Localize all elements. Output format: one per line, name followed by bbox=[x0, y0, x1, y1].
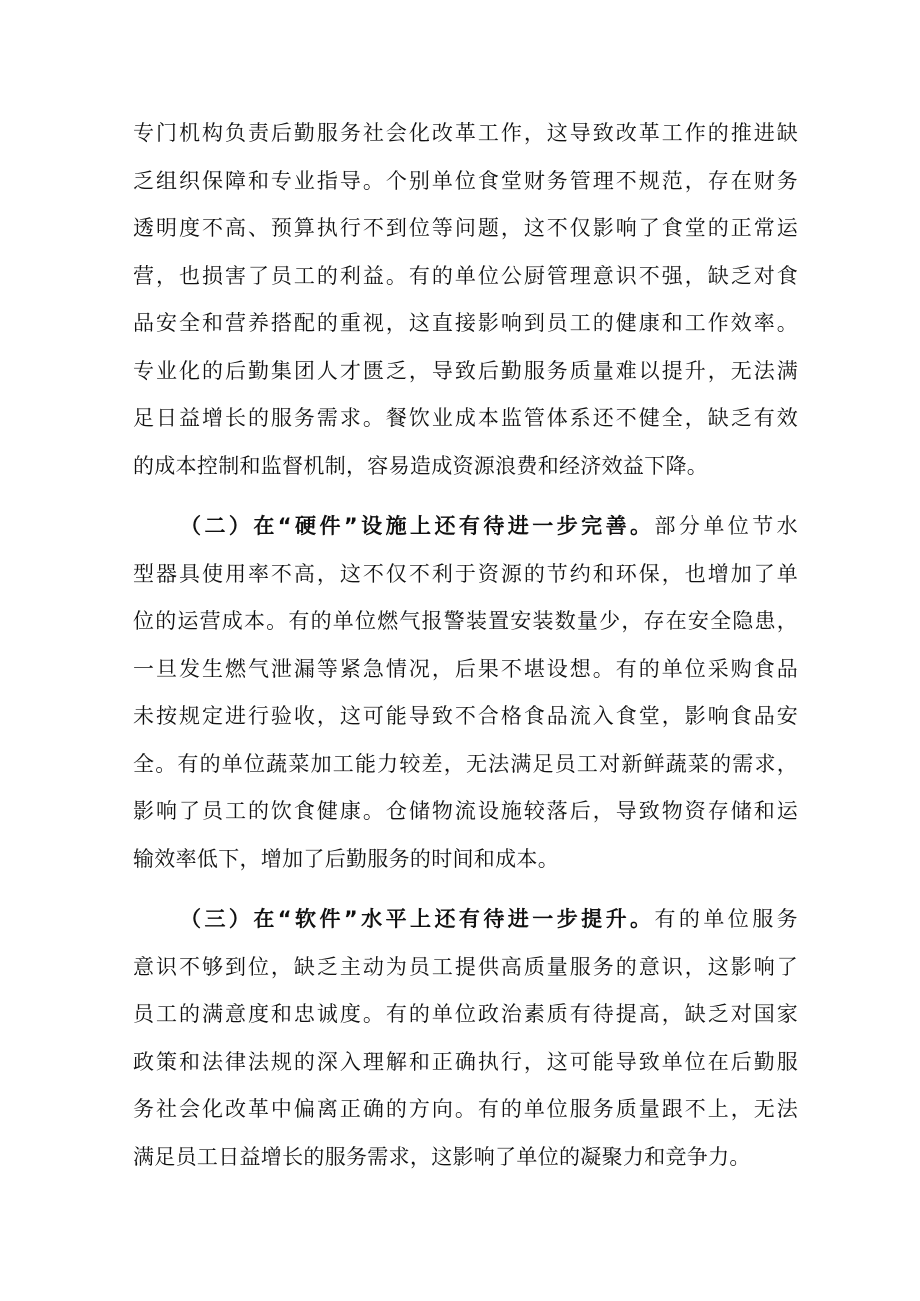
paragraph-3-first-line bbox=[180, 899, 798, 939]
paragraph-2-line-6: 全。有的单位蔬菜加工能力较差，无法满足员工对新鲜蔬菜的需求， bbox=[133, 752, 798, 776]
paragraph-3-line-5: 务社会化改革中偏离正确的方向。有的单位服务质量跟不上，无法 bbox=[133, 1097, 798, 1121]
paragraph-2-line-2: 型器具使用率不高，这不仅不利于资源的节约和环保，也增加了单 bbox=[133, 562, 798, 586]
paragraph-1-line-6: 专业化的后勤集团人才匮乏，导致后勤服务质量难以提升，无法满 bbox=[133, 359, 798, 383]
paragraph-1-line-8: 的成本控制和监督机制，容易造成资源浪费和经济效益下降。 bbox=[133, 454, 709, 478]
paragraph-2-line-3: 位的运营成本。有的单位燃气报警装置安装数量少，存在安全隐患， bbox=[133, 609, 798, 633]
paragraph-1-line-1: 专门机构负责后勤服务社会化改革工作，这导致改革工作的推进缺 bbox=[133, 121, 798, 145]
paragraph-1-line-4: 营，也损害了员工的利益。有的单位公厨管理意识不强，缺乏对食 bbox=[133, 264, 798, 288]
paragraph-2-line-5: 未按规定进行验收，这可能导致不合格食品流入食堂，影响食品安 bbox=[133, 704, 798, 728]
paragraph-2-line-8: 输效率低下，增加了后勤服务的时间和成本。 bbox=[133, 847, 559, 871]
paragraph-1-line-5: 品安全和营养搭配的重视，这直接影响到员工的健康和工作效率。 bbox=[133, 311, 798, 335]
paragraph-2-first-line-text: 部分单位节水 bbox=[654, 514, 798, 538]
paragraph-3-line-2: 意识不够到位，缺乏主动为员工提供高质量服务的意识，这影响了 bbox=[133, 955, 798, 979]
paragraph-1-line-3: 透明度不高、预算执行不到位等问题，这不仅影响了食堂的正常运 bbox=[133, 216, 798, 240]
paragraph-3-first-line-text: 有的单位服务 bbox=[654, 907, 798, 931]
section-heading-hardware: （二）在“硬件”设施上还有待进一步完善。 bbox=[180, 514, 655, 538]
paragraph-2-line-7: 影响了员工的饮食健康。仓储物流设施较落后，导致物资存储和运 bbox=[133, 799, 798, 823]
paragraph-2-line-4: 一旦发生燃气泄漏等紧急情况，后果不堪设想。有的单位采购食品 bbox=[133, 657, 798, 681]
paragraph-1-line-2: 乏组织保障和专业指导。个别单位食堂财务管理不规范，存在财务 bbox=[133, 169, 798, 193]
paragraph-3-line-6: 满足员工日益增长的服务需求，这影响了单位的凝聚力和竞争力。 bbox=[133, 1145, 751, 1169]
paragraph-3-line-4: 政策和法律法规的深入理解和正确执行，这可能导致单位在后勤服 bbox=[133, 1050, 798, 1074]
section-heading-software: （三）在“软件”水平上还有待进一步提升。 bbox=[180, 907, 655, 931]
paragraph-1-line-7: 足日益增长的服务需求。餐饮业成本监管体系还不健全，缺乏有效 bbox=[133, 406, 798, 430]
paragraph-2-first-line bbox=[180, 506, 798, 546]
paragraph-3-line-3: 员工的满意度和忠诚度。有的单位政治素质有待提高，缺乏对国家 bbox=[133, 1002, 798, 1026]
